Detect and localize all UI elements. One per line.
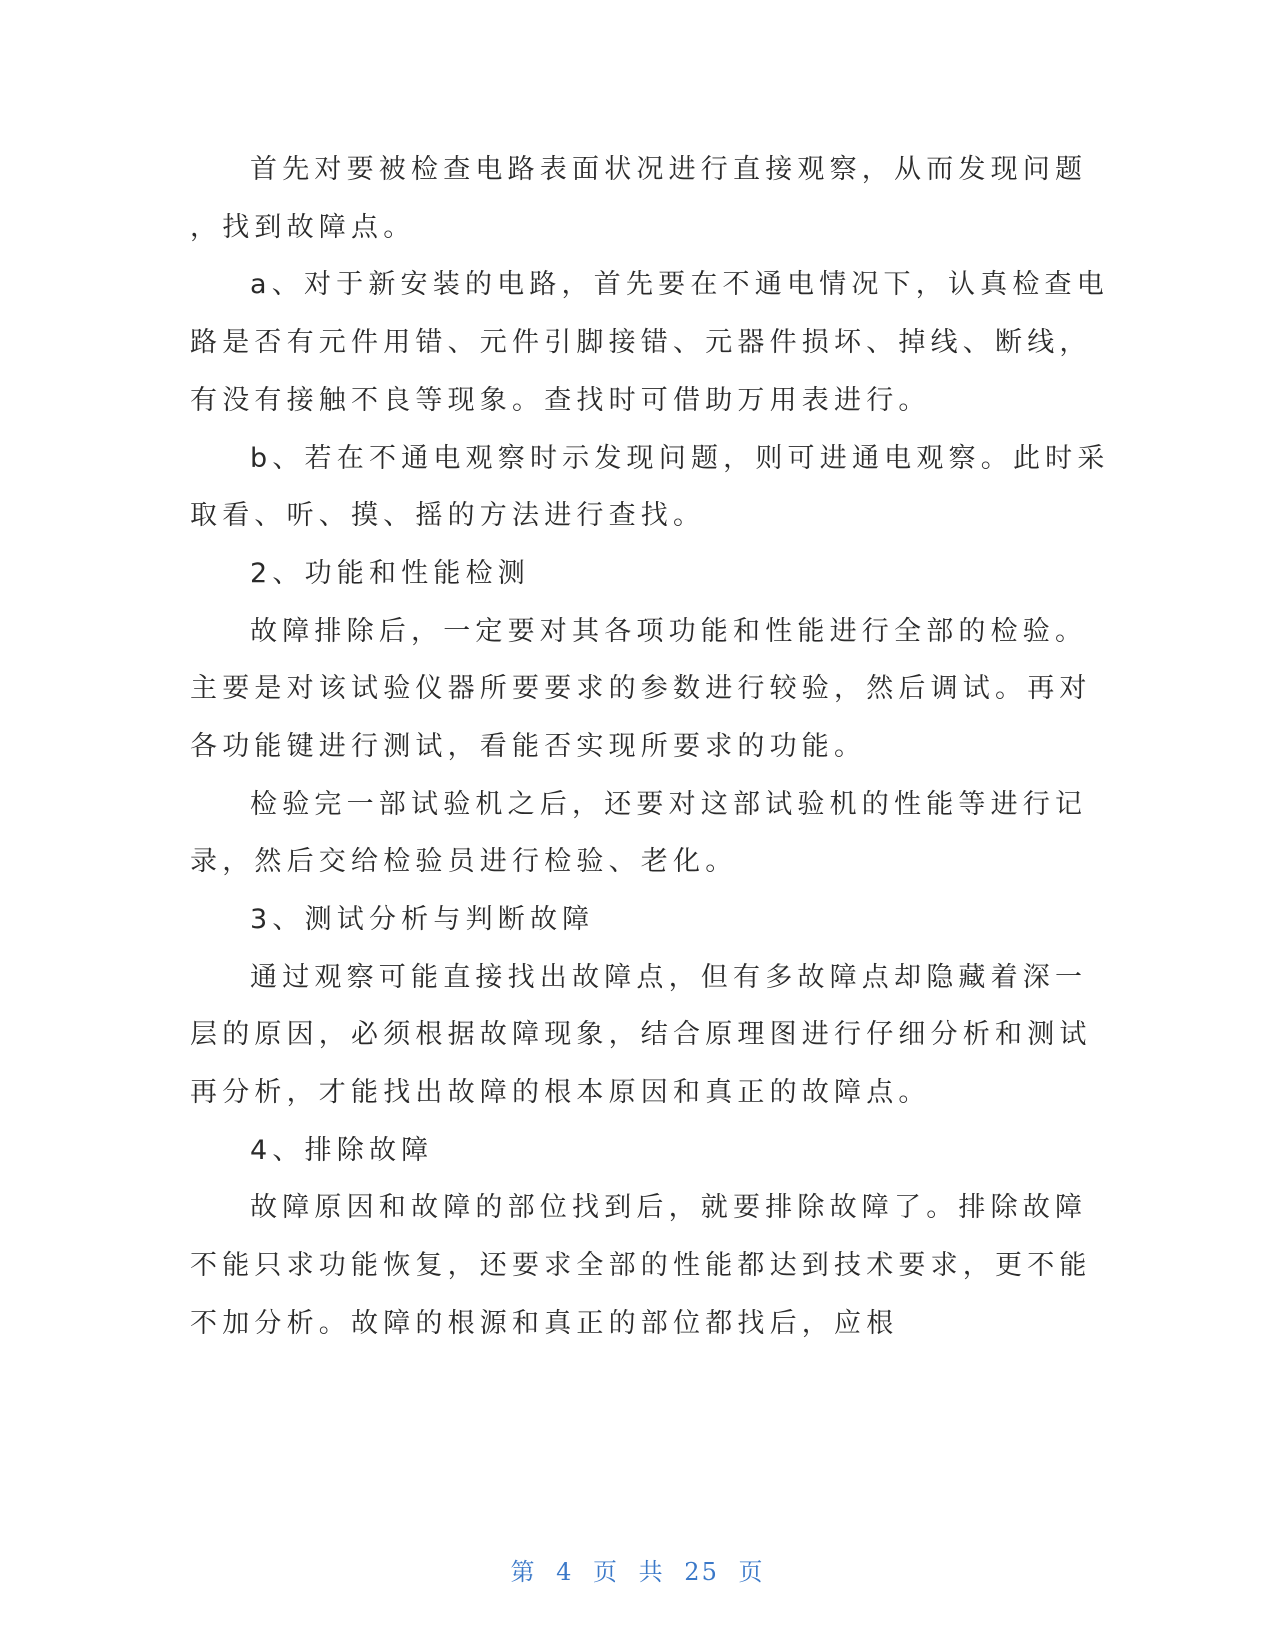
paragraph-line: 通过观察可能直接找出故障点，但有多故障点却隐藏着深一 xyxy=(250,962,1088,993)
paragraph-line: 取看、听、摸、摇的方法进行查找。 xyxy=(190,500,706,531)
paragraph-line: 层的原因，必须根据故障现象，结合原理图进行仔细分析和测试 xyxy=(190,1019,1092,1050)
paragraph-line: b、若在不通电观察时示发现问题，则可进通电观察。此时采 xyxy=(250,443,1110,474)
paragraph-line: 故障原因和故障的部位找到后，就要排除故障了。排除故障 xyxy=(250,1192,1088,1223)
paragraph-line: 有没有接触不良等现象。查找时可借助万用表进行。 xyxy=(190,385,931,416)
paragraph-line: 路是否有元件用错、元件引脚接错、元器件损坏、掉线、断线， xyxy=(190,327,1092,358)
paragraph-line: 再分析，才能找出故障的根本原因和真正的故障点。 xyxy=(190,1077,931,1108)
paragraph-line: a、对于新安装的电路，首先要在不通电情况下，认真检查电 xyxy=(250,269,1109,300)
paragraph-line: 检验完一部试验机之后，还要对这部试验机的性能等进行记 xyxy=(250,789,1088,820)
paragraph-line: 各功能键进行测试，看能否实现所要求的功能。 xyxy=(190,731,867,762)
paragraph-line: 故障排除后，一定要对其各项功能和性能进行全部的检验。 xyxy=(250,616,1088,647)
paragraph-line: 主要是对该试验仪器所要要求的参数进行较验，然后调试。再对 xyxy=(190,673,1092,704)
paragraph-line: 录，然后交给检验员进行检验、老化。 xyxy=(190,846,738,877)
page-number-footer: 第 4 页 共 25 页 xyxy=(510,1558,765,1586)
section-heading: 3、测试分析与判断故障 xyxy=(250,904,595,935)
section-heading: 4、排除故障 xyxy=(250,1135,434,1166)
paragraph-line: 不能只求功能恢复，还要求全部的性能都达到技术要求，更不能 xyxy=(190,1250,1092,1281)
paragraph-line: ，找到故障点。 xyxy=(190,212,416,243)
paragraph-line: 不加分析。故障的根源和真正的部位都找后，应根 xyxy=(190,1308,899,1339)
section-heading: 2、功能和性能检测 xyxy=(250,558,530,589)
paragraph-line: 首先对要被检查电路表面状况进行直接观察，从而发现问题 xyxy=(250,154,1088,185)
